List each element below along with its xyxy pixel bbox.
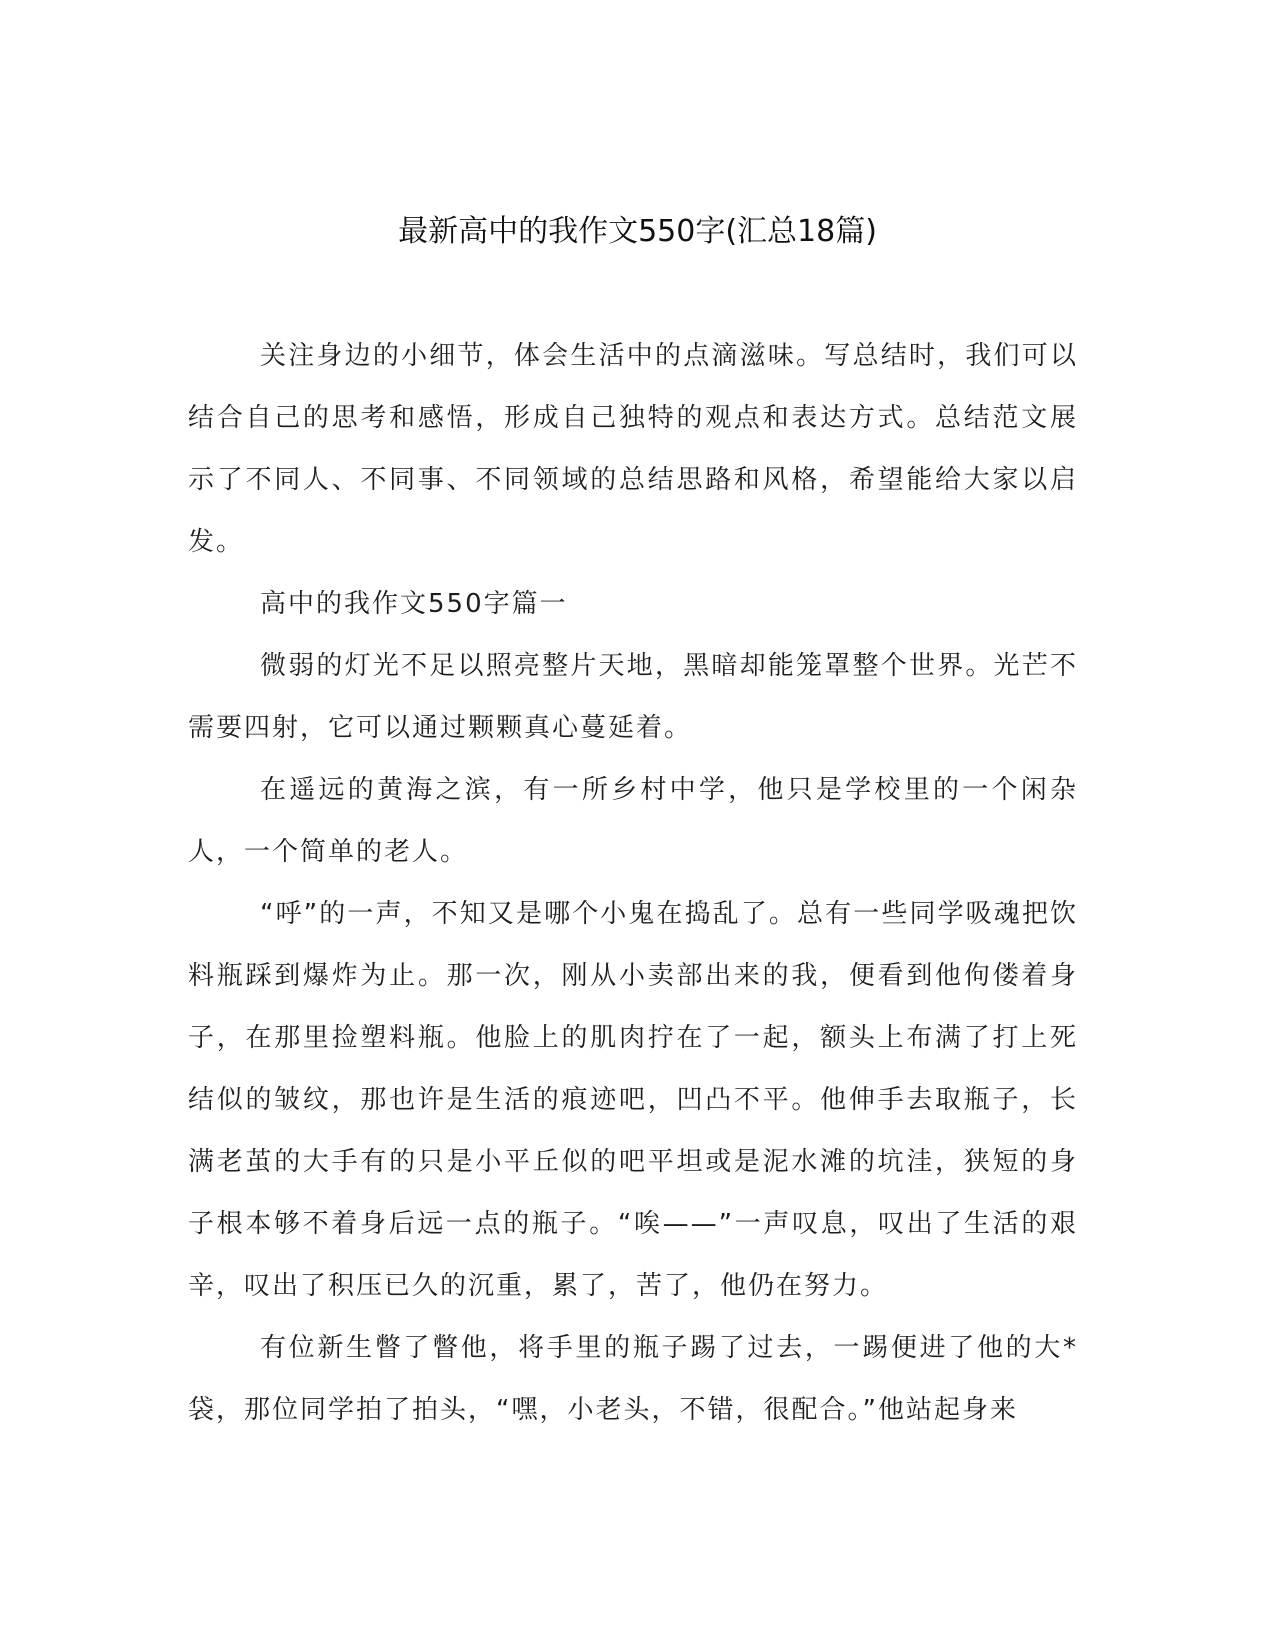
section-heading: 高中的我作文550字篇一 <box>260 589 568 619</box>
body-paragraph: 有位新生瞥了瞥他，将手里的瓶子踢了过去，一踢便进了他的大*袋，那位同学拍了拍头，“嘿，小老头，不错，很配合。”他站起身来 <box>188 1333 1078 1425</box>
document-body <box>188 325 1078 1441</box>
document-title: 最新高中的我作文550字(汇总18篇) <box>398 214 877 249</box>
body-paragraph: “呼”的一声，不知又是哪个小鬼在捣乱了。总有一些同学吸魂把饮料瓶踩到爆炸为止。那一次，刚从小卖部出来的我，便看到他佝偻着身子，在那里捡塑料瓶。他脸上的肌肉拧在了一起，额头上布满了打上死结似的皱纹，那也许是生活的痕迹吧，凹凸不平。他伸手去取瓶子，长满老茧的大手有的只是小平丘似的吧平坦或是泥水滩的坑洼，狭短的身子根本够不着身后远一点的瓶子。“唉——”一声叹息，叹出了生活的艰辛，叹出了积压已久的沉重，累了，苦了，他仍在努力。 <box>188 899 1078 1301</box>
body-paragraph: 在遥远的黄海之滨，有一所乡村中学，他只是学校里的一个闲杂人，一个简单的老人。 <box>188 775 1078 867</box>
body-paragraph: 微弱的灯光不足以照亮整片天地，黑暗却能笼罩整个世界。光芒不需要四射，它可以通过颗颗真心蔓延着。 <box>188 651 1078 743</box>
intro-paragraph: 关注身边的小细节，体会生活中的点滴滋味。写总结时，我们可以结合自己的思考和感悟，形成自己独特的观点和表达方式。总结范文展示了不同人、不同事、不同领域的总结思路和风格，希望能给大家以启发。 <box>188 341 1078 557</box>
